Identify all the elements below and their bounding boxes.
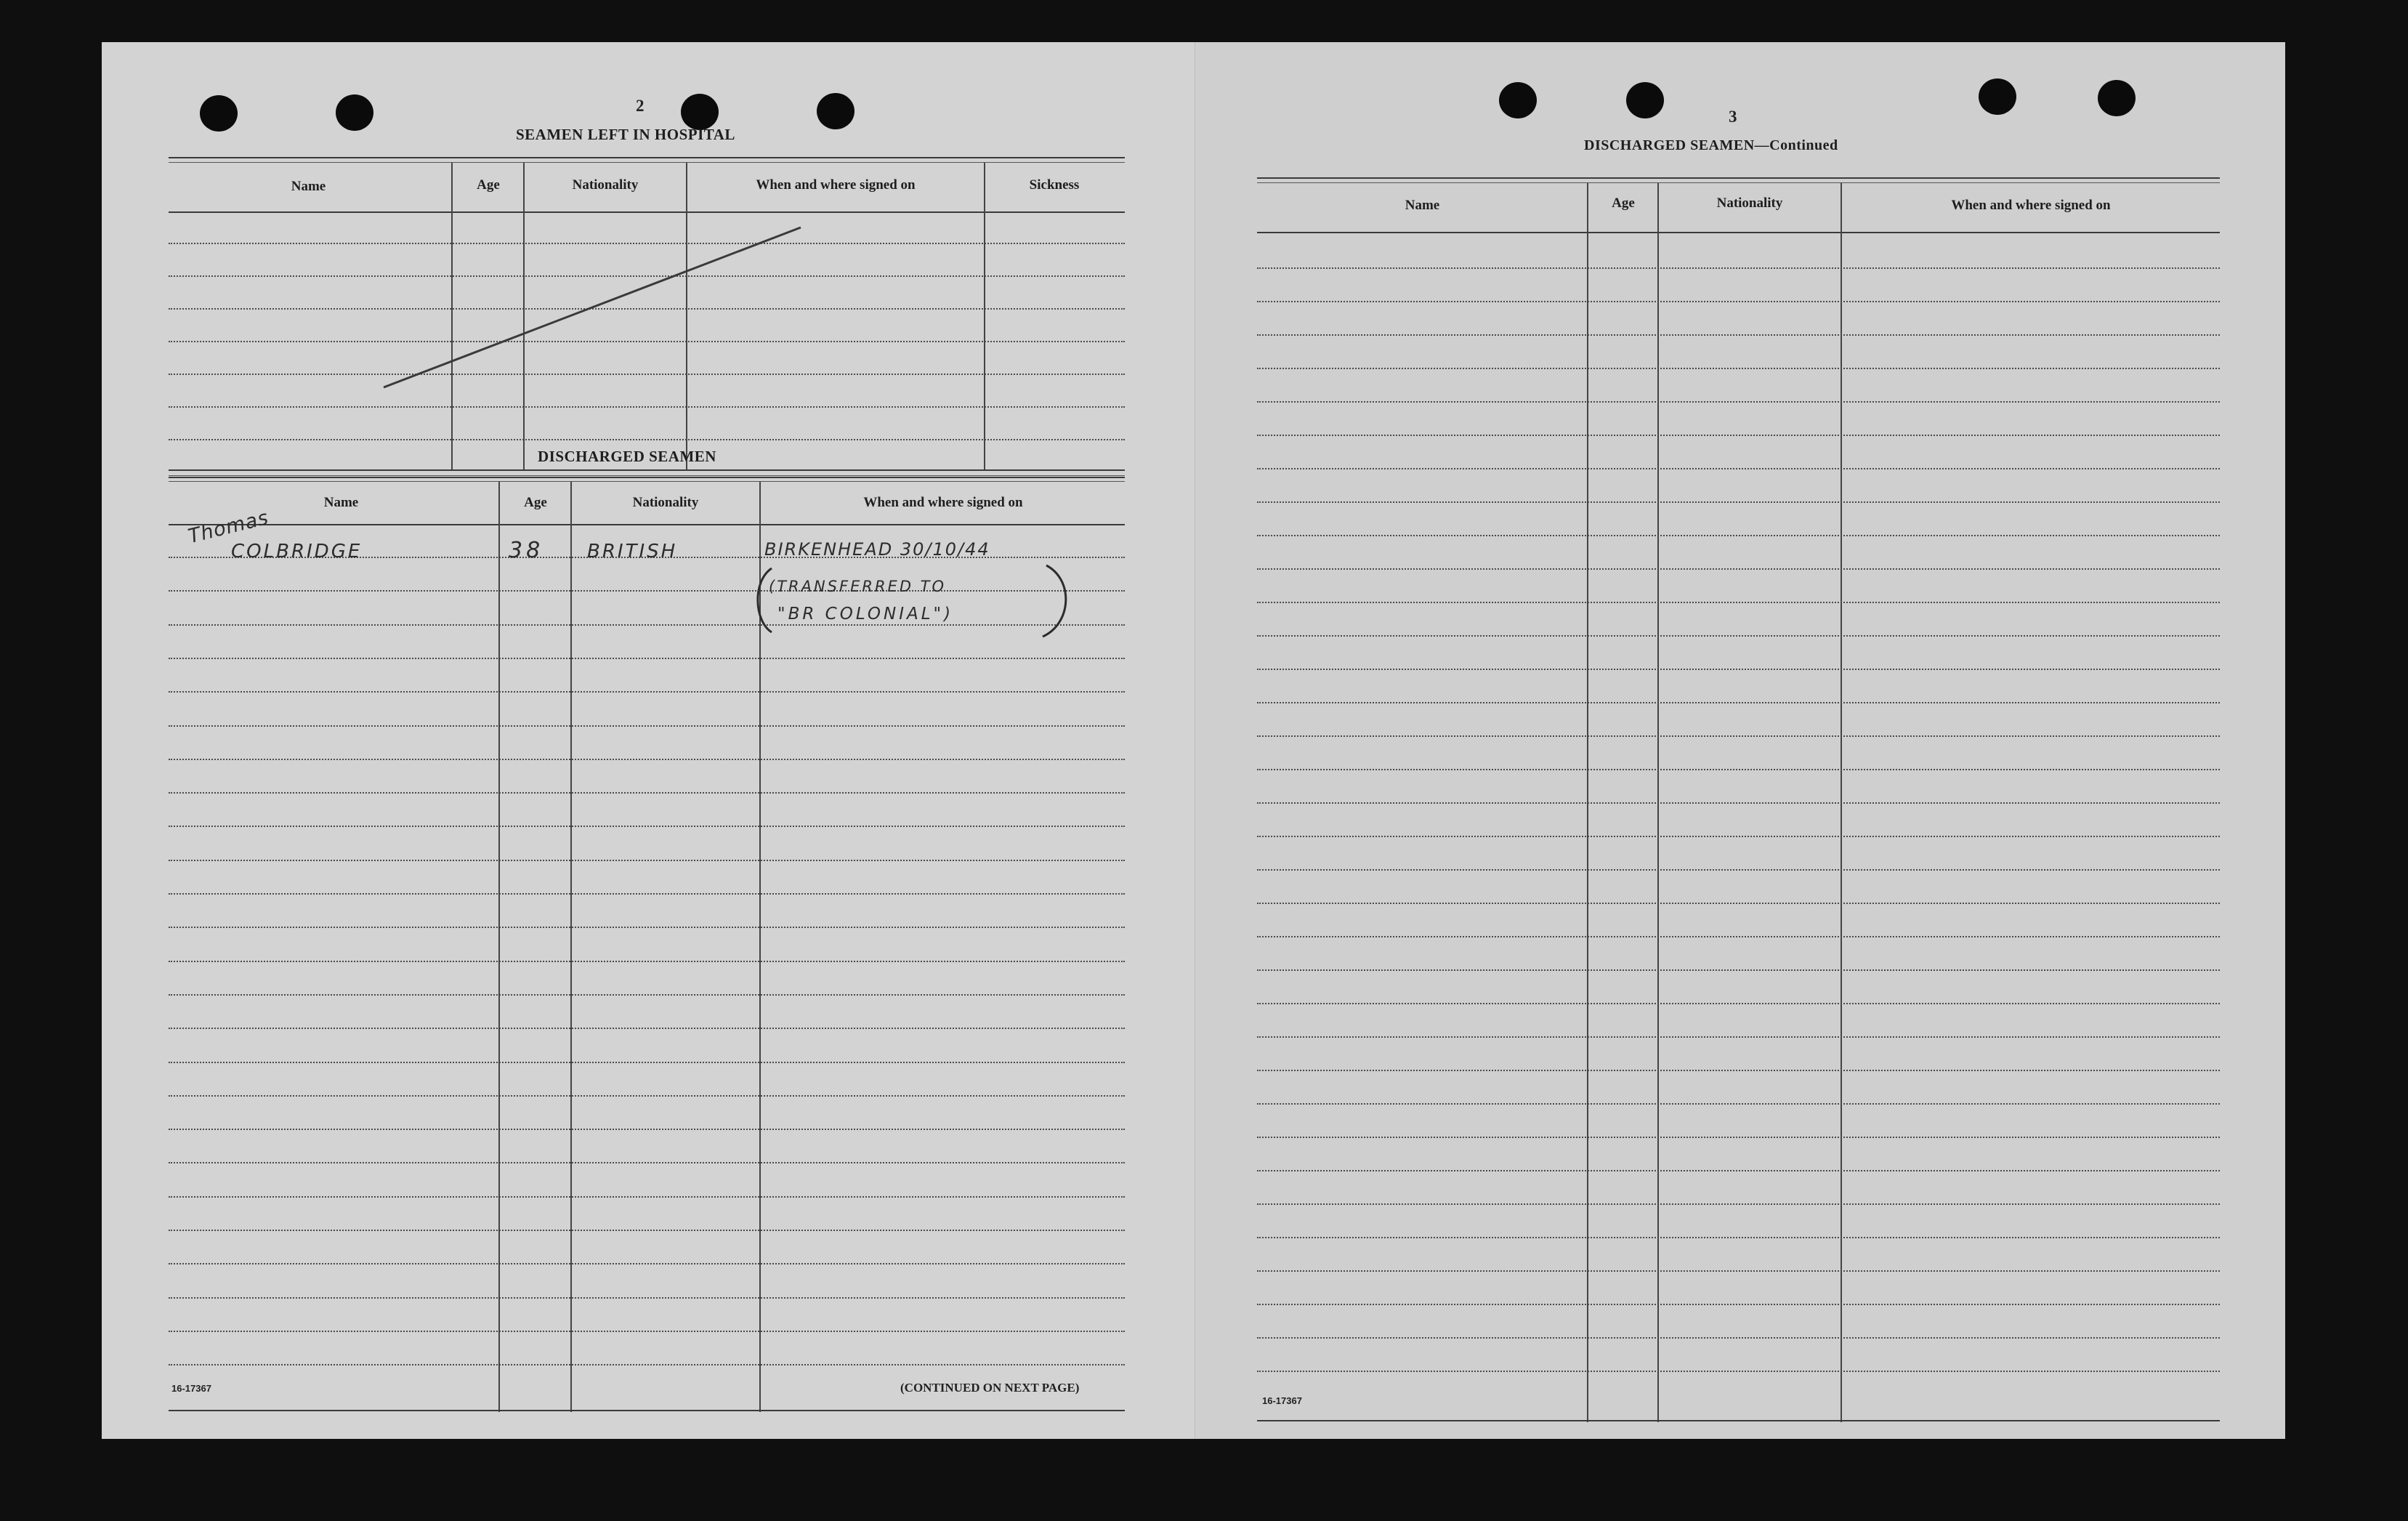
punch-hole — [1979, 78, 2016, 115]
right-page — [1195, 42, 2285, 1439]
table-row-line — [169, 961, 1125, 962]
table-row-line — [1257, 869, 2220, 871]
hospital-col-name: Name — [291, 179, 326, 194]
table-bottom-rule — [169, 1410, 1125, 1411]
table-row-line — [1257, 1137, 2220, 1138]
table-header-rule — [1257, 232, 2220, 233]
page-number: 2 — [636, 97, 645, 115]
table-row-line — [1257, 435, 2220, 436]
table-row-line — [169, 759, 1125, 760]
column-divider — [759, 482, 761, 1412]
table-row-line — [169, 1230, 1125, 1231]
right-col-name: Name — [1405, 198, 1440, 213]
table-top-rule — [169, 477, 1125, 478]
form-number: 16-17367 — [171, 1383, 211, 1394]
table-row-line — [1257, 1371, 2220, 1372]
discharged-col-age: Age — [524, 495, 547, 510]
table-row-line — [169, 1129, 1125, 1130]
table-row-line — [169, 1364, 1125, 1365]
table-row-line — [1257, 903, 2220, 904]
table-row-line — [1257, 334, 2220, 336]
table-row-line — [169, 590, 1125, 592]
hospital-col-sickness: Sickness — [1029, 177, 1080, 193]
table-row-line — [1257, 1036, 2220, 1038]
punch-hole — [1626, 82, 1664, 118]
handwritten-given-name: Thomas — [185, 506, 272, 549]
table-row-line — [1257, 802, 2220, 804]
table-row-line — [169, 826, 1125, 827]
column-divider — [1587, 183, 1588, 1422]
handwritten-nationality: BRITISH — [587, 541, 678, 562]
table-row-line — [1257, 1237, 2220, 1238]
table-row-line — [1257, 535, 2220, 536]
table-row-line — [1257, 702, 2220, 703]
table-row-line — [169, 691, 1125, 693]
table-row-line — [169, 1062, 1125, 1063]
table-row-line — [1257, 669, 2220, 670]
table-row-line — [1257, 1170, 2220, 1171]
table-row-line — [1257, 969, 2220, 971]
table-row-line — [1257, 368, 2220, 369]
table-row-line — [1257, 1103, 2220, 1105]
table-row-line — [1257, 1337, 2220, 1339]
table-row-line — [1257, 836, 2220, 837]
table-row-line — [1257, 401, 2220, 403]
discharged-section-title: DISCHARGED SEAMEN — [538, 448, 716, 465]
table-row-line — [169, 1331, 1125, 1332]
table-row-line — [169, 994, 1125, 996]
table-row-line — [1257, 1070, 2220, 1071]
table-row-line — [169, 1263, 1125, 1264]
hospital-section-title: SEAMEN LEFT IN HOSPITAL — [516, 126, 735, 143]
table-row-line — [169, 1196, 1125, 1198]
table-top-rule — [1257, 177, 2220, 179]
discharged-col-nationality: Nationality — [632, 495, 699, 510]
table-row-line — [1257, 1003, 2220, 1004]
table-row-line — [169, 1162, 1125, 1163]
column-divider — [570, 482, 572, 1412]
discharged-col-name: Name — [323, 495, 359, 510]
right-col-age: Age — [1612, 195, 1635, 211]
table-bottom-rule — [1257, 1420, 2220, 1421]
table-row-line — [1257, 602, 2220, 603]
handwritten-note-line-2: "BR COLONIAL") — [777, 605, 954, 624]
right-col-signed-on: When and where signed on — [1951, 198, 2111, 213]
continued-note: (CONTINUED ON NEXT PAGE) — [900, 1381, 1080, 1395]
column-divider — [498, 482, 500, 1412]
table-row-line — [169, 725, 1125, 727]
table-row-line — [169, 893, 1125, 895]
table-row-line — [1257, 1203, 2220, 1205]
discharged-col-signed-on: When and where signed on — [863, 495, 1023, 510]
table-row-line — [1257, 936, 2220, 937]
column-divider — [1657, 183, 1659, 1422]
hospital-col-signed-on: When and where signed on — [756, 177, 916, 193]
table-row-line — [1257, 635, 2220, 637]
hospital-col-age: Age — [477, 177, 500, 193]
left-page — [102, 42, 1195, 1439]
table-header-rule — [169, 524, 1125, 525]
table-row-line — [169, 624, 1125, 626]
table-row-line — [169, 860, 1125, 861]
table-row-line — [169, 927, 1125, 928]
right-col-nationality: Nationality — [1716, 195, 1783, 211]
table-top-rule — [1257, 182, 2220, 183]
punch-hole — [2098, 80, 2136, 116]
table-row-line — [169, 1095, 1125, 1097]
table-top-rule — [169, 481, 1125, 482]
handwritten-note-line-1: (TRANSFERRED TO — [769, 578, 947, 595]
table-row-line — [169, 1028, 1125, 1029]
table-row-line — [1257, 769, 2220, 770]
table-row-line — [1257, 301, 2220, 302]
page-number: 3 — [1729, 108, 1737, 126]
hospital-col-nationality: Nationality — [572, 177, 639, 193]
form-number: 16-17367 — [1262, 1395, 1302, 1406]
table-row-line — [1257, 501, 2220, 503]
column-divider — [1841, 183, 1842, 1422]
punch-hole — [1499, 82, 1537, 118]
table-row-line — [1257, 468, 2220, 469]
table-row-line — [1257, 1304, 2220, 1305]
table-row-line — [1257, 1270, 2220, 1272]
table-row-line — [1257, 267, 2220, 269]
handwritten-surname: COLBRIDGE — [231, 541, 363, 562]
handwritten-age: 38 — [509, 538, 544, 563]
table-row-line — [1257, 735, 2220, 737]
document-sheet — [102, 42, 2285, 1439]
right-section-title: DISCHARGED SEAMEN—Continued — [1584, 137, 1838, 153]
table-row-line — [169, 1297, 1125, 1299]
handwritten-signed-on: BIRKENHEAD 30/10/44 — [764, 539, 990, 560]
table-row-line — [169, 658, 1125, 659]
table-row-line — [1257, 568, 2220, 570]
table-row-line — [169, 792, 1125, 794]
